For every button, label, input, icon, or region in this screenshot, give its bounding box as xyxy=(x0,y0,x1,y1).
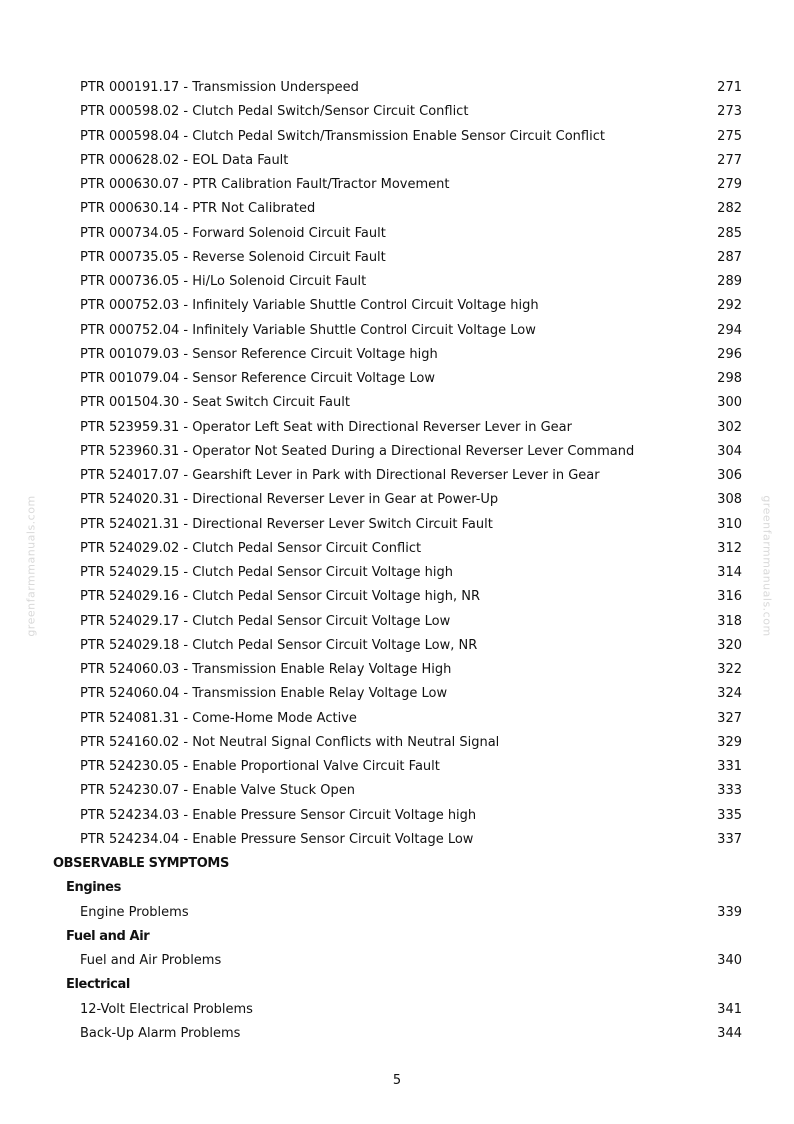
table-of-contents xyxy=(0,76,794,1046)
toc-page-number: 292 xyxy=(717,298,742,314)
toc-entry[interactable] xyxy=(0,731,794,755)
toc-entry-title: PTR 524230.05 - Enable Proportional Valve Circuit Fault xyxy=(80,759,440,774)
toc-entry[interactable] xyxy=(0,1022,794,1046)
toc-entry-title: PTR 000752.04 - Infinitely Variable Shuttle Control Circuit Voltage Low xyxy=(80,322,536,338)
toc-page-number: 271 xyxy=(717,80,742,95)
toc-entry-title: PTR 524029.02 - Clutch Pedal Sensor Circuit Conflict xyxy=(80,540,422,556)
toc-page-number: 279 xyxy=(717,177,742,192)
toc-entry-title: PTR 000734.05 - Forward Solenoid Circuit Fault xyxy=(80,225,386,241)
toc-entry-title: PTR 524029.15 - Clutch Pedal Sensor Circuit Voltage high xyxy=(80,565,453,580)
toc-entry[interactable] xyxy=(0,100,794,124)
toc-subsection-electrical[interactable] xyxy=(0,973,794,997)
toc-entry[interactable] xyxy=(0,125,794,149)
toc-entry-title: PTR 524017.07 - Gearshift Lever in Park with Directional Reverser Lever in Gear xyxy=(80,468,600,483)
toc-entry[interactable] xyxy=(0,901,794,925)
watermark-left: greenfarmmanuals.com xyxy=(24,495,38,637)
toc-page-number: 275 xyxy=(717,128,742,144)
toc-entry-title: PTR 000630.07 - PTR Calibration Fault/Tractor Movement xyxy=(80,177,450,192)
toc-entry-title: PTR 524029.16 - Clutch Pedal Sensor Circuit Voltage high, NR xyxy=(80,589,481,605)
toc-entry-title: Engine Problems xyxy=(80,904,189,920)
toc-entry-title: PTR 524029.17 - Clutch Pedal Sensor Circuit Voltage Low xyxy=(80,613,451,629)
toc-subsection-engines[interactable] xyxy=(0,876,794,900)
toc-page-number: 312 xyxy=(717,540,742,556)
toc-entry[interactable] xyxy=(0,197,794,221)
toc-entry-title: 12-Volt Electrical Problems xyxy=(80,1001,253,1017)
toc-page-number: 337 xyxy=(717,831,742,847)
toc-page-number: 294 xyxy=(717,322,742,338)
page-number: 5 xyxy=(392,1073,402,1088)
toc-page-number: 282 xyxy=(717,201,742,217)
toc-entry-title: Fuel and Air Problems xyxy=(80,953,222,968)
toc-page-number: 302 xyxy=(717,419,742,435)
toc-entry-title: PTR 001079.03 - Sensor Reference Circuit Voltage high xyxy=(80,346,438,362)
toc-entry-title: PTR 000191.17 - Transmission Underspeed xyxy=(80,80,359,95)
toc-entry[interactable] xyxy=(0,804,794,828)
toc-entry[interactable] xyxy=(0,537,794,561)
toc-entry-title: PTR 000630.14 - PTR Not Calibrated xyxy=(80,201,316,217)
toc-page-number: 308 xyxy=(717,492,742,508)
toc-entry[interactable] xyxy=(0,707,794,731)
toc-page-number: 314 xyxy=(717,565,742,580)
toc-entry[interactable] xyxy=(0,319,794,343)
toc-entry[interactable] xyxy=(0,682,794,706)
toc-page-number: 340 xyxy=(717,953,742,968)
toc-page-number: 285 xyxy=(717,225,742,241)
toc-entry[interactable] xyxy=(0,149,794,173)
toc-page-number: 339 xyxy=(717,904,742,920)
toc-entry-title: PTR 524020.31 - Directional Reverser Lever in Gear at Power-Up xyxy=(80,492,499,508)
watermark-right: greenfarmmanuals.com xyxy=(760,495,774,637)
toc-entry[interactable] xyxy=(0,343,794,367)
toc-page-number: 304 xyxy=(717,443,742,459)
subsection-heading: Fuel and Air xyxy=(66,928,150,944)
toc-page-number: 296 xyxy=(717,346,742,362)
toc-entry[interactable] xyxy=(0,513,794,537)
toc-entry-title: PTR 524029.18 - Clutch Pedal Sensor Circuit Voltage Low, NR xyxy=(80,637,478,653)
toc-section-observable-symptoms[interactable] xyxy=(0,852,794,876)
toc-entry-title: PTR 523960.31 - Operator Not Seated During a Directional Reverser Lever Command xyxy=(80,443,635,459)
toc-page-number: 273 xyxy=(717,104,742,120)
toc-entry-title: PTR 000735.05 - Reverse Solenoid Circuit Fault xyxy=(80,249,386,265)
toc-entry-title: PTR 523959.31 - Operator Left Seat with Directional Reverser Lever in Gear xyxy=(80,419,572,435)
toc-entry-title: PTR 524234.04 - Enable Pressure Sensor Circuit Voltage Low xyxy=(80,831,474,847)
toc-entry[interactable] xyxy=(0,367,794,391)
toc-page-number: 320 xyxy=(717,637,742,653)
toc-entry[interactable] xyxy=(0,270,794,294)
toc-page-number: 324 xyxy=(717,686,742,702)
toc-entry-title: PTR 001504.30 - Seat Switch Circuit Fault xyxy=(80,395,350,411)
toc-entry[interactable] xyxy=(0,416,794,440)
toc-entry[interactable] xyxy=(0,561,794,585)
toc-page-number: 344 xyxy=(717,1025,742,1041)
toc-entry-title: PTR 524230.07 - Enable Valve Stuck Open xyxy=(80,783,356,799)
toc-page-number: 329 xyxy=(717,734,742,750)
toc-entry-title: PTR 524081.31 - Come-Home Mode Active xyxy=(80,710,357,726)
toc-entry[interactable] xyxy=(0,779,794,803)
toc-entry-title: PTR 001079.04 - Sensor Reference Circuit Voltage Low xyxy=(80,371,435,386)
toc-page-number: 335 xyxy=(717,807,742,823)
toc-page-number: 327 xyxy=(717,710,742,726)
toc-entry-title: Back-Up Alarm Problems xyxy=(80,1025,241,1041)
section-heading: OBSERVABLE SYMPTOMS xyxy=(53,856,229,871)
toc-entry-title: PTR 000598.02 - Clutch Pedal Switch/Sensor Circuit Conflict xyxy=(80,104,469,120)
toc-entry-title: PTR 000628.02 - EOL Data Fault xyxy=(80,152,289,168)
toc-entry-title: PTR 000598.04 - Clutch Pedal Switch/Transmission Enable Sensor Circuit Conflict xyxy=(80,128,605,144)
toc-entry[interactable] xyxy=(0,173,794,197)
toc-page-number: 310 xyxy=(717,516,742,532)
toc-entry[interactable] xyxy=(0,949,794,973)
toc-entry[interactable] xyxy=(0,294,794,318)
toc-page-number: 318 xyxy=(717,613,742,629)
toc-page-number: 289 xyxy=(717,274,742,289)
toc-entry[interactable] xyxy=(0,634,794,658)
toc-page-number: 331 xyxy=(717,759,742,774)
toc-entry[interactable] xyxy=(0,755,794,779)
toc-entry[interactable] xyxy=(0,585,794,609)
toc-entry-title: PTR 000752.03 - Infinitely Variable Shuttle Control Circuit Voltage high xyxy=(80,298,539,314)
toc-page-number: 322 xyxy=(717,662,742,677)
toc-entry-title: PTR 524021.31 - Directional Reverser Lever Switch Circuit Fault xyxy=(80,516,493,532)
toc-entry-title: PTR 524234.03 - Enable Pressure Sensor Circuit Voltage high xyxy=(80,807,477,823)
toc-entry[interactable] xyxy=(0,998,794,1022)
toc-entry[interactable] xyxy=(0,440,794,464)
toc-entry[interactable] xyxy=(0,828,794,852)
toc-entry[interactable] xyxy=(0,246,794,270)
toc-page-number: 333 xyxy=(717,783,742,799)
toc-entry[interactable] xyxy=(0,488,794,512)
subsection-heading: Electrical xyxy=(66,977,130,993)
toc-page-number: 277 xyxy=(717,152,742,168)
toc-entry[interactable] xyxy=(0,464,794,488)
toc-subsection-fuel-and-air[interactable] xyxy=(0,925,794,949)
toc-page-number: 316 xyxy=(717,589,742,605)
toc-entry-title: PTR 524060.03 - Transmission Enable Relay Voltage High xyxy=(80,662,452,677)
toc-entry[interactable] xyxy=(0,610,794,634)
toc-page-number: 306 xyxy=(717,468,742,483)
toc-entry-title: PTR 000736.05 - Hi/Lo Solenoid Circuit Fault xyxy=(80,274,367,289)
subsection-heading: Engines xyxy=(66,880,121,896)
toc-entry[interactable] xyxy=(0,222,794,246)
toc-entry-title: PTR 524160.02 - Not Neutral Signal Conflicts with Neutral Signal xyxy=(80,734,500,750)
toc-entry[interactable] xyxy=(0,658,794,682)
toc-page-number: 300 xyxy=(717,395,742,411)
toc-entry[interactable] xyxy=(0,391,794,415)
toc-entry-title: PTR 524060.04 - Transmission Enable Relay Voltage Low xyxy=(80,686,448,702)
toc-entry[interactable] xyxy=(0,76,794,100)
toc-page-number: 341 xyxy=(717,1001,742,1017)
toc-page-number: 298 xyxy=(717,371,742,386)
toc-page-number: 287 xyxy=(717,249,742,265)
